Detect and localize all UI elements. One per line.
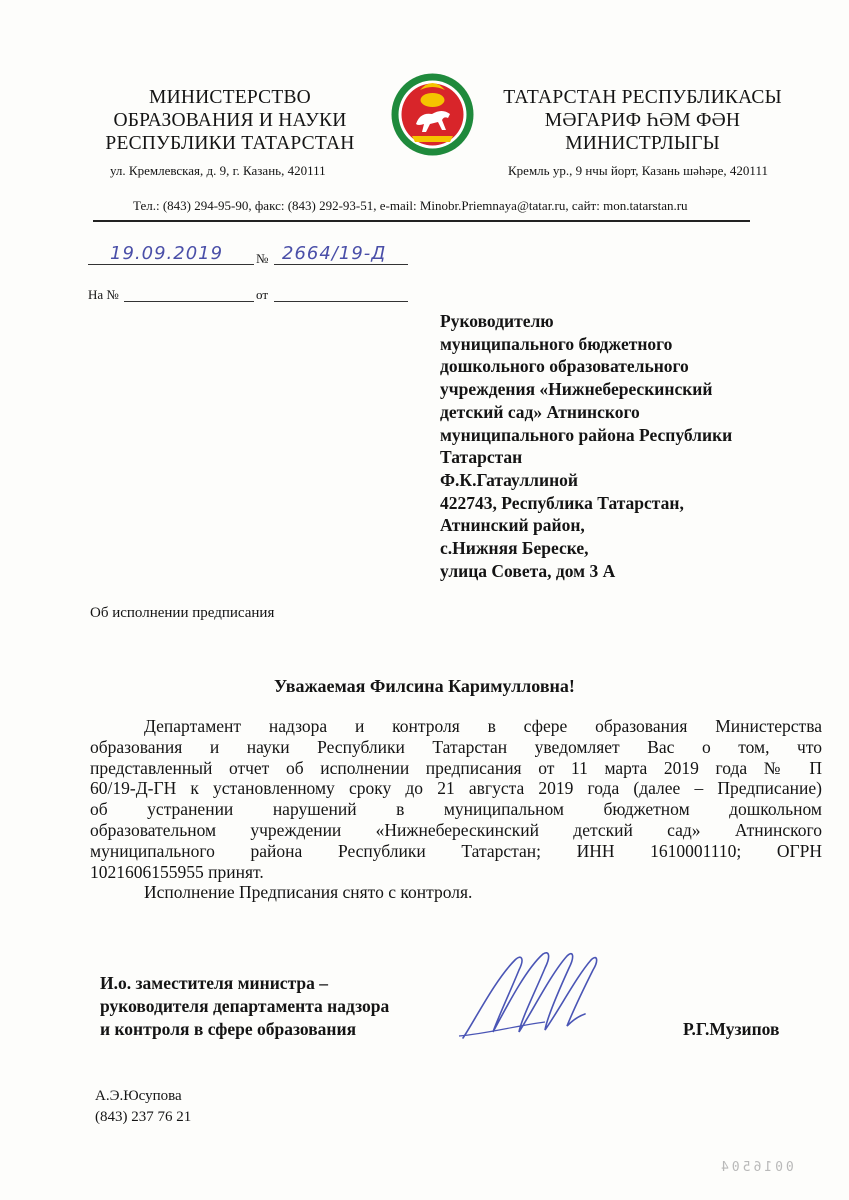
executor-name: А.Э.Юсупова: [95, 1088, 182, 1104]
number-underline: [274, 264, 408, 265]
contact-line: Тел.: (843) 294-95-90, факс: (843) 292-93-51, e-mail: Minobr.Priemnaya@tatar.ru, сайт: mon.tatarstan.ru: [133, 198, 688, 213]
right-org-line: МӘГАРИФ ҺӘМ ФӘН: [544, 110, 741, 131]
right-address: Кремль ур., 9 нчы йорт, Казань шәһәре, 420111: [508, 163, 768, 178]
recipient-line: муниципального бюджетного: [440, 333, 673, 354]
subject-line: Об исполнении предписания: [90, 605, 275, 621]
body-line: 1021606155955 принят.: [90, 861, 264, 882]
body-line: представленный отчет об исполнении предписания от 11 марта 2019 года № П: [90, 757, 822, 778]
registration-date: 19.09.2019: [110, 243, 224, 264]
date-underline: [88, 264, 254, 265]
recipient-line: с.Нижняя Береске,: [440, 538, 589, 559]
recipient-line: 422743, Республика Татарстан,: [440, 492, 684, 513]
left-org-line: ОБРАЗОВАНИЯ И НАУКИ: [113, 110, 347, 131]
recipient-line: Руководителю: [440, 311, 554, 331]
right-org-line: ТАТАРСТАН РЕСПУБЛИКАСЫ: [503, 87, 782, 108]
left-org-name: [100, 86, 360, 155]
signatory-name: Р.Г.Музипов: [683, 1019, 780, 1039]
position-line: И.о. заместителя министра –: [100, 973, 328, 993]
position-line: и контроля в сфере образования: [100, 1019, 357, 1039]
recipient-address-block: [440, 310, 800, 582]
body-line: Департамент надзора и контроля в сфере образования Министерства: [144, 716, 822, 736]
recipient-line: Атнинский район,: [440, 515, 585, 536]
body-line: 60/19-Д-ГН к установленному сроку до 21 августа 2019 года (далее – Предписание): [90, 778, 822, 799]
closing-line: Исполнение Предписания снято с контроля.: [144, 882, 473, 903]
recipient-line: дошкольного образовательного: [440, 356, 689, 377]
executor-info: [95, 1086, 191, 1128]
recipient-line: муниципального района Республики: [440, 424, 733, 445]
registration-number: 2664/19-Д: [282, 243, 387, 264]
body-line: об устранении нарушений в муниципальном бюджетном дошкольном: [90, 799, 822, 820]
right-org-name: [495, 86, 790, 155]
recipient-line: учреждения «Нижнеберескинский: [440, 379, 713, 400]
reference-date-underline: [274, 301, 408, 302]
recipient-line: Татарстан: [440, 447, 523, 468]
position-line: руководителя департамента надзора: [100, 996, 390, 1016]
executor-phone: (843) 237 76 21: [95, 1109, 192, 1125]
left-address: ул. Кремлевская, д. 9, г. Казань, 420111: [110, 163, 326, 178]
signatory-position: [100, 972, 460, 1041]
number-label: №: [256, 251, 269, 266]
handwritten-signature: [455, 940, 605, 1050]
right-org-line: МИНИСТРЛЫГЫ: [565, 133, 720, 154]
reference-line: [88, 287, 408, 305]
body-line: образования и науки Республики Татарстан уведомляет Вас о том, что: [90, 736, 822, 757]
recipient-line: Ф.К.Гатауллиной: [440, 469, 578, 490]
left-org-line: МИНИСТЕРСТВО: [149, 87, 311, 108]
left-org-line: РЕСПУБЛИКИ ТАТАРСТАН: [105, 133, 355, 154]
coat-of-arms-icon: [390, 72, 475, 157]
salutation: Уважаемая Филсина Каримулловна!: [274, 676, 575, 696]
body-line: образовательном учреждении «Нижнеберескинский детский сад» Атнинского: [90, 819, 822, 840]
recipient-line: улица Совета, дом 3 А: [440, 560, 616, 581]
reference-label: На №: [88, 287, 119, 302]
reference-number-underline: [124, 301, 254, 302]
registration-line: [88, 243, 408, 271]
header-divider: [93, 220, 750, 222]
serial-stamp: 0016504: [718, 1160, 794, 1175]
body-line: муниципального района Республики Татарстан; ИНН 1610001110; ОГРН: [90, 840, 822, 861]
reference-from-label: от: [256, 287, 269, 302]
recipient-line: детский сад» Атнинского: [440, 401, 640, 422]
letter-body: [90, 716, 822, 903]
